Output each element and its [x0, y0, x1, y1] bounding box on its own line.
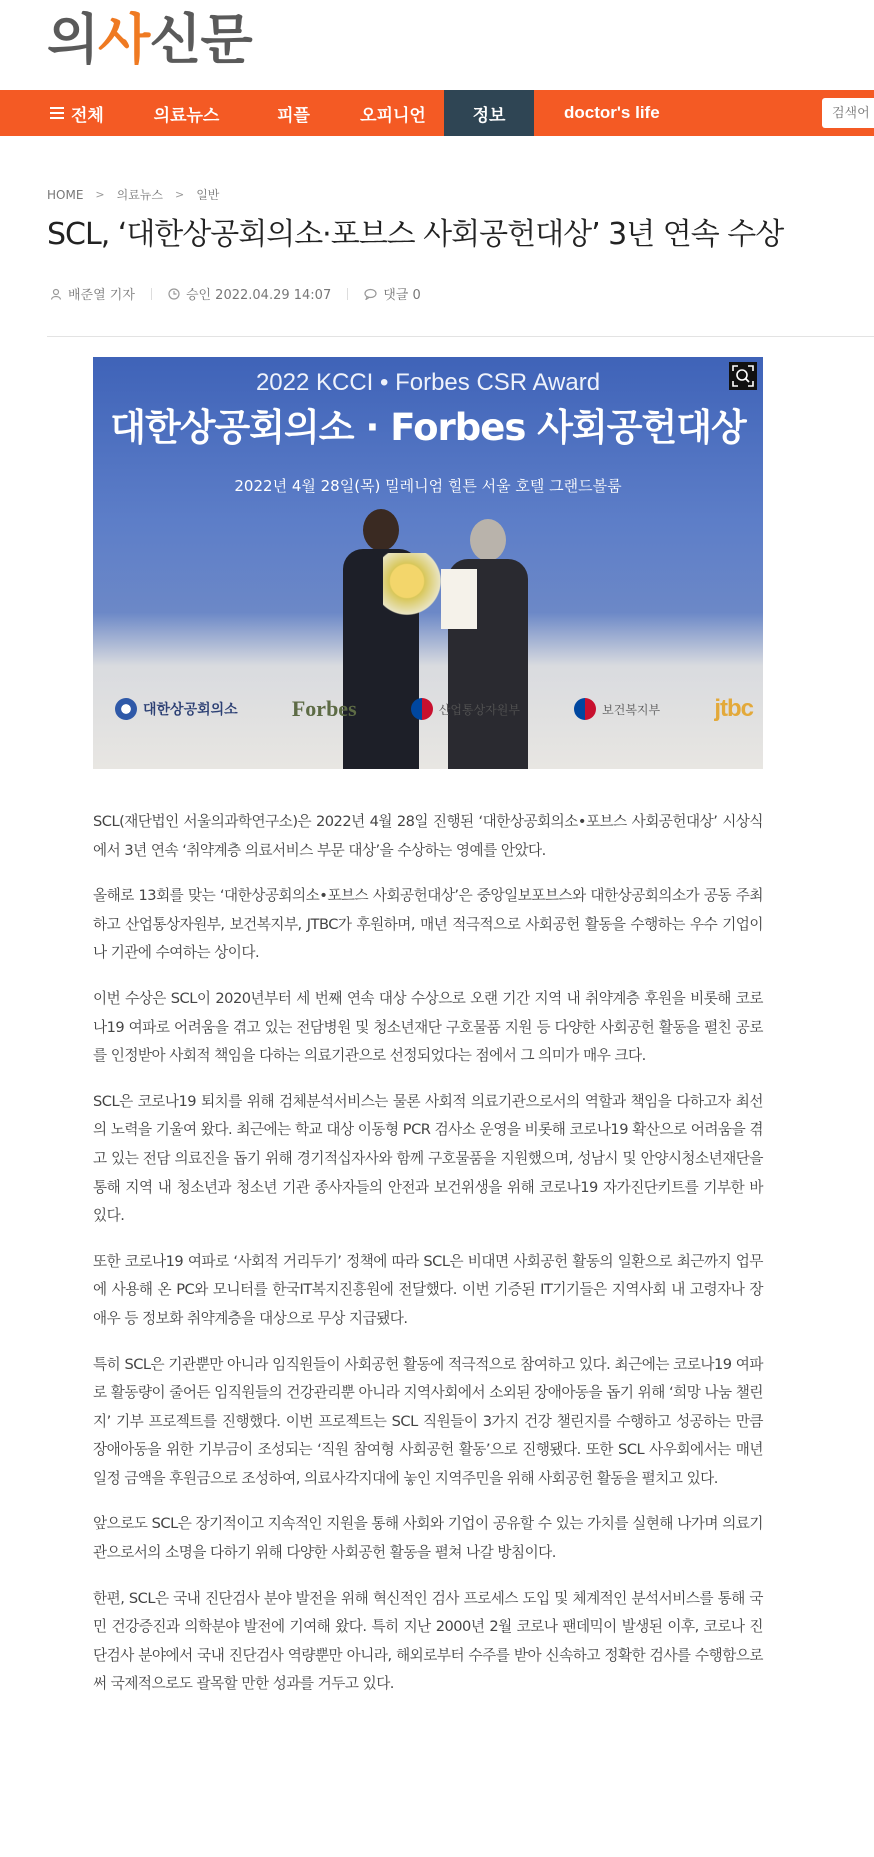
- article-paragraph: 올해로 13회를 맞는 ‘대한상공회의소•포브스 사회공헌대상’은 중앙일보포브스와 대한상공회의소가 공동 주최하고 산업통상자원부, 보건복지부, JTBC가 후원하며, 매년 적극적으로 사회공헌 활동을 수행하는 우수 기업이나 기관에 수여하는 상이다.: [93, 887, 763, 962]
- breadcrumb-medical-news[interactable]: 의료뉴스: [116, 188, 163, 202]
- user-icon: [50, 288, 62, 300]
- breadcrumb-home[interactable]: HOME: [47, 187, 84, 202]
- photo-award-en: 2022 KCCI • Forbes CSR Award: [255, 369, 601, 396]
- sponsor-forbes: Forbes: [291, 696, 357, 721]
- breadcrumb-general[interactable]: 일반: [196, 188, 220, 202]
- kcci-logo-icon: [115, 698, 137, 720]
- nav-item-people[interactable]: 피플: [277, 105, 310, 126]
- article-paragraph: 이번 수상은 SCL이 2020년부터 세 번째 연속 대상 수상으로 오랜 기간 지역 내 취약계층 후원을 비롯해 코로나19 여파로 어려움을 겪고 있는 전담병원 및 청소년재단 구호물품 지원 등 다양한 사회공헌 활동을 펼친 공로를 인정받아 사회적 책임을 다하는 의료기관으로 선정되었다는 점에서 그 의미가 매우 크다.: [93, 989, 763, 1065]
- publish-time: [168, 284, 331, 303]
- divider-line: [47, 336, 874, 337]
- article-meta: [50, 284, 421, 303]
- photo-bouquet: [383, 553, 443, 623]
- logo-char: 신: [149, 8, 201, 71]
- publish-time-text: 승인 2022.04.29 14:07: [185, 288, 332, 303]
- article-paragraph: SCL(재단법인 서울의과학연구소)은 2022년 4월 28일 진행된 ‘대한상공회의소•포브스 사회공헌대상’ 시상식에서 3년 연속 ‘취약계층 의료서비스 부문 대상’을 수상하는 영예를 안았다.: [93, 813, 763, 859]
- gov-emblem-icon: [411, 698, 433, 720]
- article-photo[interactable]: [93, 357, 763, 769]
- article-body: [93, 808, 763, 1716]
- nav-all-label: 전체: [71, 105, 104, 126]
- article-paragraph: 특히 SCL은 기관뿐만 아니라 임직원들이 사회공헌 활동에 적극적으로 참여하고 있다. 최근에는 코로나19 여파로 활동량이 줄어든 임직원들의 건강관리뿐 아니라 지역사회에서 소외된 장애아동을 돕기 위해 ‘희망 나눔 챌린지’ 기부 프로젝트를 진행했다. 이번 프로젝트는 SCL 직원들이 3가지 건강 챌린지를 수행하고 성공하는 만큼 장애아동을 위한 기부금이 조성되는 ‘직원 참여형 사회공헌 활동’으로 진행됐다. 또한 SCL 사우회에서는 매년 일정 금액을 후원금으로 조성하여, 의료사각지대에 놓인 지역주민을 위해 사회공헌 활동을 펼치고 있다.: [93, 1355, 763, 1487]
- logo-char: 문: [200, 8, 252, 71]
- clock-icon: [168, 288, 180, 300]
- sponsor-mohw-text: 보건복지부: [602, 702, 661, 717]
- gov-emblem-icon: [574, 698, 596, 720]
- photo-sponsor-row: [93, 685, 763, 733]
- site-logo[interactable]: [47, 8, 252, 71]
- author-name: 배준열 기자: [68, 288, 135, 303]
- main-nav: [0, 90, 874, 136]
- photo-plaque: [441, 569, 477, 629]
- hamburger-icon: [50, 104, 64, 122]
- article-paragraph: SCL은 코로나19 퇴치를 위해 검체분석서비스는 물론 사회적 의료기관으로서의 역할과 책임을 다하고자 최선의 노력을 기울여 왔다. 최근에는 학교 대상 이동형 PCR 검사소 운영을 비롯해 코로나19 확산으로 어려움을 겪고 있는 전담 의료진을 돕기 위해 경기적십자사와 함께 구호물품을 지원했으며, 성남시 및 안양시청소년재단을 통해 지역 내 청소년과 청소년 기관 종사자들의 안전과 보건위생을 위해 코로나19 자가진단키트를 기부한 바 있다.: [93, 1092, 763, 1225]
- article-paragraph: 또한 코로나19 여파로 ‘사회적 거리두기’ 정책에 따라 SCL은 비대면 사회공헌 활동의 일환으로 최근까지 업무에 사용해 온 PC와 모니터를 한국IT복지진흥원에 전달했다. 이번 기증된 IT기기들은 지역사회 내 고령자나 장애우 등 정보화 취약계층을 대상으로 무상 지급됐다.: [93, 1252, 763, 1327]
- comment-count[interactable]: [364, 284, 421, 303]
- nav-item-medical-news[interactable]: 의료뉴스: [153, 105, 220, 126]
- photo-award-date: 2022년 4월 28일(목) 밀레니엄 힐튼 서울 호텔 그랜드볼룸: [234, 477, 622, 495]
- nav-item-info[interactable]: 정보: [444, 90, 534, 136]
- article-title: SCL, ‘대한상공회의소·포브스 사회공헌대상’ 3년 연속 수상: [47, 217, 784, 252]
- article-paragraph: 한편, SCL은 국내 진단검사 분야 발전을 위해 혁신적인 검사 프로세스 도입 및 체계적인 분석서비스를 통해 국민 건강증진과 의학분야 발전에 기여해 왔다. 특히 지난 2000년 2월 코로나 팬데믹이 발생된 이후, 코로나 진단검사 분야에서 국내 진단검사 역량뿐만 아니라, 해외로부터 수주를 받아 신속하고 정확한 검사를 수행함으로써 국제적으로도 괄목할 만한 성과를 거두고 있다.: [93, 1589, 763, 1693]
- photo-award-ko: 대한상공회의소 · Forbes 사회공헌대상: [110, 406, 746, 449]
- author: [50, 284, 135, 303]
- breadcrumb: [47, 186, 219, 203]
- nav-all-menu[interactable]: [0, 90, 128, 136]
- site-header: [0, 0, 874, 90]
- comment-icon: [364, 288, 377, 300]
- sponsor-kcci: [115, 698, 238, 720]
- sponsor-kcci-text: 대한상공회의소: [143, 702, 238, 718]
- meta-divider: [347, 288, 348, 300]
- logo-char: 사: [98, 8, 150, 71]
- sponsor-motie-text: 산업통상자원부: [438, 702, 520, 717]
- sponsor-mohw: [574, 698, 660, 720]
- article-paragraph: 앞으로도 SCL은 장기적이고 지속적인 지원을 통해 사회와 기업이 공유할 수 있는 가치를 실현해 나가며 의료기관으로서의 소명을 다하기 위해 다양한 사회공헌 활동을 펼쳐 나갈 방침이다.: [93, 1515, 763, 1562]
- comment-count-text: 댓글 0: [383, 288, 421, 303]
- sponsor-jtbc: jtbc: [714, 695, 753, 722]
- nav-item-opinion[interactable]: 오피니언: [360, 105, 426, 126]
- zoom-icon: [732, 365, 754, 387]
- zoom-button[interactable]: [729, 362, 757, 390]
- chevron-right-icon: >: [175, 188, 185, 201]
- meta-divider: [151, 288, 152, 300]
- chevron-right-icon: >: [95, 188, 105, 201]
- nav-item-doctors-life[interactable]: doctor's life: [564, 103, 660, 122]
- sponsor-motie: [411, 698, 520, 720]
- search-input[interactable]: [822, 98, 874, 128]
- logo-char: 의: [47, 8, 99, 71]
